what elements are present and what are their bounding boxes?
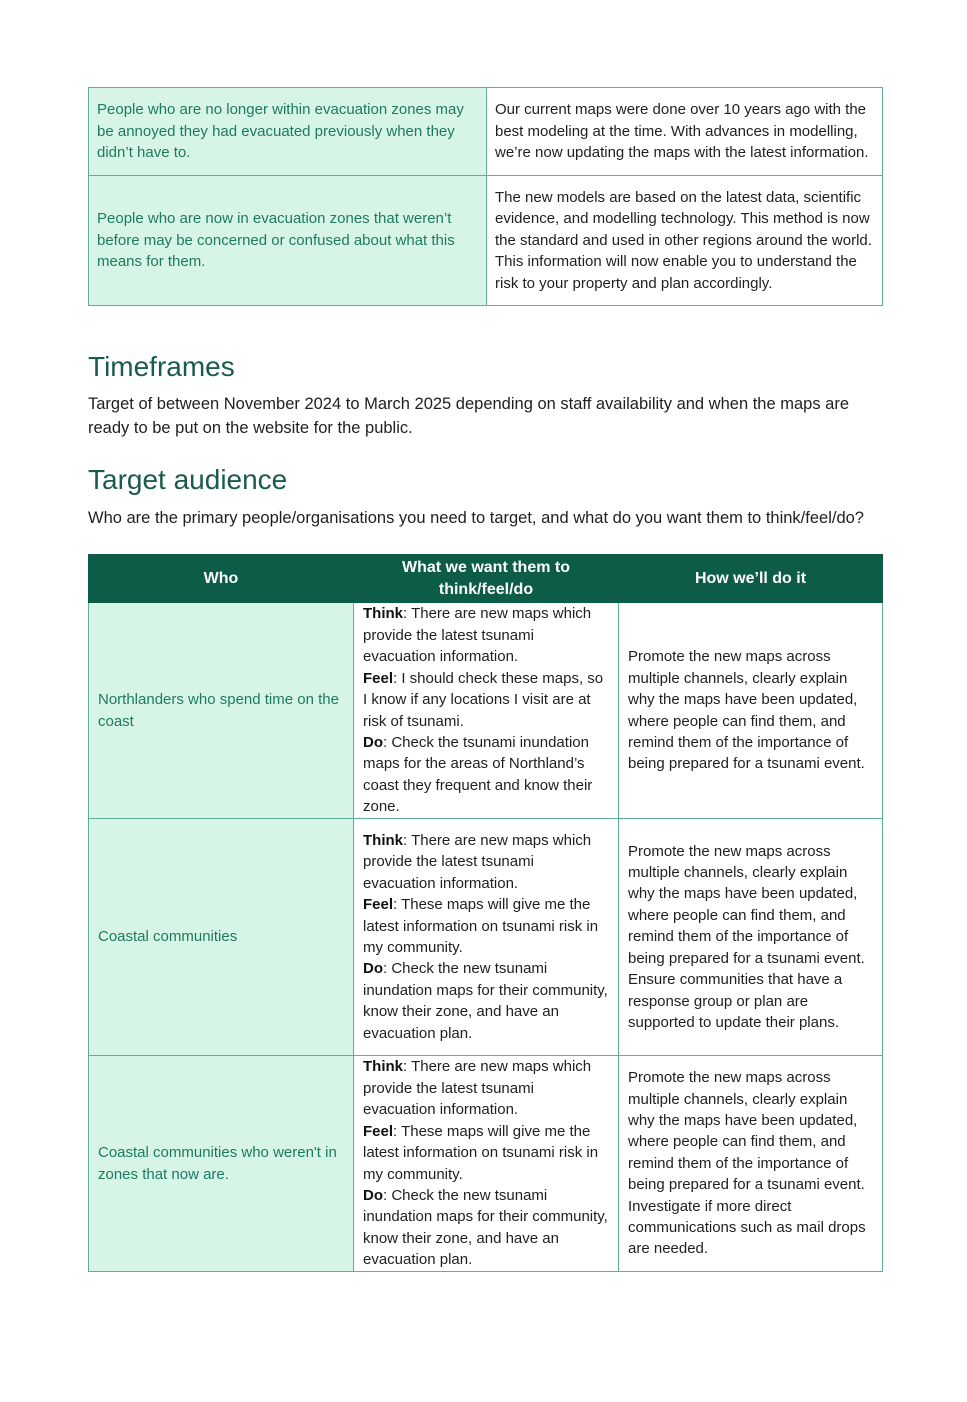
do-text: : Check the new tsunami inundation maps for their community, know their zone, and have an evacuation plan. [363,1186,608,1269]
think-feel-do-cell [354,603,619,819]
do-text: : Check the new tsunami inundation maps for their community, know their zone, and have an evacuation plan. [363,960,608,1042]
target-audience-heading: Target audience [88,464,288,495]
think-text: : There are new maps which provide the latest tsunami evacuation information. [363,831,592,892]
feel-label: Feel [363,896,394,914]
do-label: Do [363,733,383,751]
think-text: : There are new maps which provide the latest tsunami evacuation information. [363,1058,592,1119]
document-page [88,87,883,1272]
table-row [89,1056,883,1272]
concern-cell: People who are now in evacuation zones that weren’t before may be concerned or confused about what this means for them. [89,176,487,306]
feel-label: Feel [363,669,394,687]
table-row [89,819,883,1056]
column-header-think-feel-do: What we want them to think/feel/do [354,555,619,603]
think-text: : There are new maps which provide the latest tsunami evacuation information. [363,605,592,666]
who-cell: Northlanders who spend time on the coast [89,603,354,819]
column-header-how: How we’ll do it [619,555,883,603]
who-cell: Coastal communities [89,819,354,1056]
table-row [89,603,883,819]
response-cell: Our current maps were done over 10 years ago with the best modeling at the time. With advances in modelling, we’re now updating the maps with the latest information. [487,88,883,176]
table-header-row [89,555,883,603]
how-cell: Promote the new maps across multiple channels, clearly explain why the maps have been updated, where people can find them, and remind them of the importance of being prepared for a tsunami event. [619,603,883,819]
who-cell: Coastal communities who weren't in zones that now are. [89,1056,354,1272]
concerns-table [88,87,883,306]
think-label: Think [363,605,403,623]
think-feel-do-cell [354,1056,619,1272]
table-row [89,176,883,306]
feel-label: Feel [363,1122,394,1140]
timeframes-body: Target of between November 2024 to March 2025 depending on staff availability and when the maps are ready to be put on the website for the public. [88,395,850,437]
feel-text: : I should check these maps, so I know if any locations I visit are at risk of tsunami. [363,669,604,730]
think-label: Think [363,831,403,849]
concern-cell: People who are no longer within evacuation zones may be annoyed they had evacuated previously when they didn’t have to. [89,88,487,176]
think-label: Think [363,1058,403,1076]
target-audience-body: Who are the primary people/organisations you need to target, and what do you want them to think/feel/do? [88,509,864,527]
do-label: Do [363,960,383,978]
audience-table [88,554,883,1272]
table-row [89,88,883,176]
timeframes-heading: Timeframes [88,351,235,382]
think-feel-do-cell [354,819,619,1056]
column-header-who: Who [89,555,354,603]
do-label: Do [363,1186,383,1204]
feel-text: : These maps will give me the latest information on tsunami risk in my community. [363,1122,599,1183]
how-cell: Promote the new maps across multiple channels, clearly explain why the maps have been updated, where people can find them, and remind them of the importance of being prepared for a tsunami event. Ensure communities that have a response group or plan are supported to update their plans. [619,819,883,1056]
response-cell: The new models are based on the latest data, scientific evidence, and modelling technology. This method is now the standard and used in other regions around the world. This information will now enable you to understand the risk to your property and plan accordingly. [487,176,883,306]
how-cell: Promote the new maps across multiple channels, clearly explain why the maps have been updated, where people can find them, and remind them of the importance of being prepared for a tsunami event. Investigate if more direct communications such as mail drops are needed. [619,1056,883,1272]
feel-text: : These maps will give me the latest information on tsunami risk in my community. [363,896,599,956]
do-text: : Check the tsunami inundation maps for the areas of Northland’s coast they frequent and know their zone. [363,733,593,816]
